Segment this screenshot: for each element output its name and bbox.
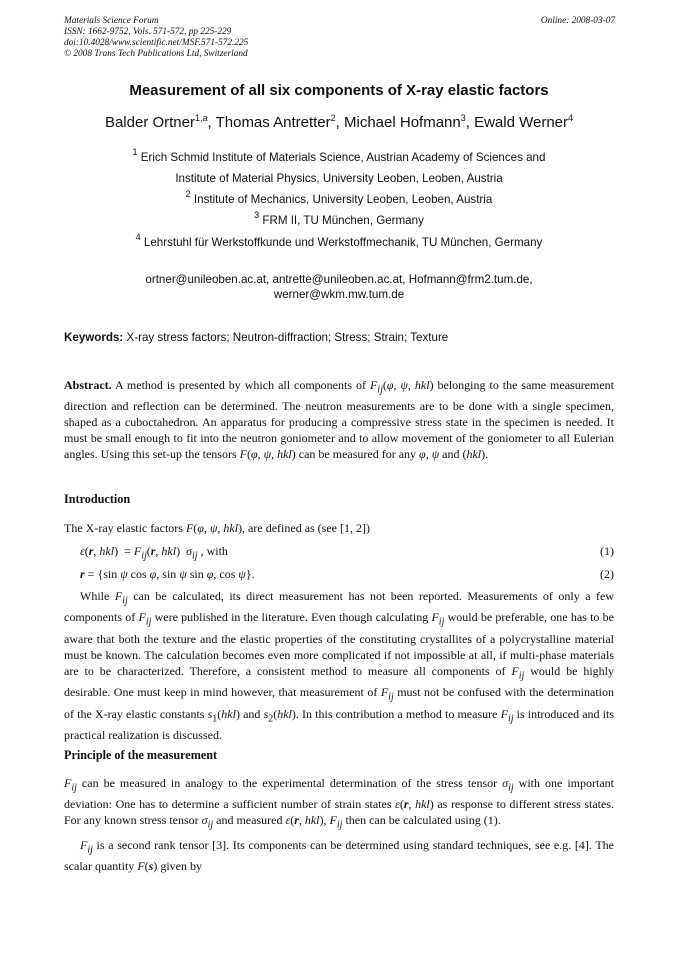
author-affiliation-marker: 1,a bbox=[195, 113, 208, 123]
intro-line bbox=[64, 520, 614, 536]
keywords bbox=[64, 331, 448, 344]
journal-name: Materials Science Forum bbox=[64, 16, 159, 26]
body-paragraph: $F_{ij}$ can be measured in analogy to the experimental determination of the stress tensor $\sigma_{ij}$ with one important deviation: One has to determine a sufficient number of strain states ε(r, hkl) as response to different stress states. For any known stress tensor $\sigma_{ij}$ and measured ε(r, hkl), $F_{ij}$ then can be calculated using (1). bbox=[64, 776, 615, 831]
affiliation-text: Institute of Material Physics, University Leoben, Leoben, Austria bbox=[175, 172, 503, 185]
affiliation-text: Institute of Mechanics, University Leoben, Leoben, Austria bbox=[193, 193, 493, 206]
author-emails bbox=[0, 272, 678, 302]
author-name: Michael Hofmann bbox=[344, 114, 461, 131]
intro-body bbox=[64, 588, 614, 743]
author-affiliation-marker: 3 bbox=[460, 113, 466, 123]
principle-body bbox=[64, 775, 614, 874]
affiliation-text: Erich Schmid Institute of Materials Science, Austrian Academy of Sciences and bbox=[140, 151, 546, 164]
affiliation-text: Lehrstuhl für Werkstoffkunde und Werkstoffmechanik, TU München, Germany bbox=[143, 236, 543, 249]
affiliation-marker: 2 bbox=[185, 189, 191, 199]
paper-title: Measurement of all six components of X-ray elastic factors bbox=[129, 82, 549, 99]
author-name: Thomas Antretter bbox=[215, 114, 331, 131]
journal-copyright: © 2008 Trans Tech Publications Ltd, Switzerland bbox=[64, 49, 248, 59]
email-line: werner@wkm.mw.tum.de bbox=[273, 288, 405, 301]
keywords-text: X-ray stress factors; Neutron-diffraction; Stress; Strain; Texture bbox=[126, 331, 449, 344]
affiliation-marker: 4 bbox=[135, 232, 141, 242]
author-name: Balder Ortner bbox=[104, 114, 195, 131]
equation-number: (1) bbox=[600, 544, 614, 558]
journal-header bbox=[64, 16, 615, 60]
journal-doi: doi:10.4028/www.scientific.net/MSF.571-572.225 bbox=[64, 38, 249, 48]
author-affiliation-marker: 2 bbox=[330, 113, 336, 123]
affiliation-line bbox=[0, 172, 678, 185]
affiliation-text: FRM II, TU München, Germany bbox=[262, 214, 424, 227]
affiliation-line bbox=[0, 147, 678, 164]
body-paragraph: $F_{ij}$ is a second rank tensor [3]. Its components can be determined using standard techniques, see e.g. [4]. The scalar quantity F(s) given by bbox=[64, 837, 614, 874]
online-date: Online: 2008-03-07 bbox=[540, 16, 615, 26]
email-line: ortner@unileoben.ac.at, antrette@unileoben.ac.at, Hofmann@frm2.tum.de, bbox=[145, 273, 533, 286]
journal-issn: ISSN: 1662-9752, Vols. 571-572, pp 225-229 bbox=[64, 27, 232, 37]
abstract-label: Abstract. bbox=[64, 378, 112, 392]
affiliation-line bbox=[0, 189, 678, 206]
affiliation-line bbox=[0, 232, 678, 249]
equation-1 bbox=[80, 544, 614, 561]
affiliation-line bbox=[0, 210, 678, 227]
abstract-paragraph: Abstract. A method is presented by which all components of $F_{ij}(\varphi$, ψ, hkl) belonging to the same measurement direction and reflection can be determined. The neutron measurements are to be done with a single specimen, shaped as a cuboctahedron. An apparatus for producing a compressive stress state in the specimen is needed. It must be small enough to fit into the neutron goniometer and to allow movement of the goniometer to all Eulerian angles. Using this set-up the tensors F(φ, ψ, hkl) can be measured for any φ, ψ and (hkl). bbox=[64, 378, 615, 462]
author-list: Balder Ortner$^{1,a}$, Thomas Antretter$^2$, Michael Hofmann$^3$, Ewald Werner$^4$ bbox=[104, 113, 574, 131]
affiliation-marker: 3 bbox=[254, 210, 260, 220]
abstract bbox=[64, 377, 614, 462]
body-paragraph: While $F_{ij}$ can be calculated, its direct measurement has not been reported. Measurements of only a few components of $F_{ij}$ were published in the literature. Even though calculating $F_{ij}$ would be preferable, one has to be aware that both the texture and the elastic properties of the constituting crystallites of a polycrystalline material must be known. The calculation becomes even more complicated if not impossible at all, if multi-phase materials are to be characterized. Therefore, a consistent method to measure all components of $F_{ij}$ would be highly desirable. One must keep in mind however, that measurement of $F_{ij}$ must not be confused with the determination of the X-ray elastic constants $s_1(hkl)$ and $s_2(hkl)$. In this contribution a method to measure $F_{ij}$ is introduced and its practical realization is discussed. bbox=[64, 589, 615, 742]
keywords-label: Keywords: bbox=[64, 331, 124, 344]
equation-number: (2) bbox=[600, 567, 614, 581]
author-name: Ewald Werner bbox=[474, 114, 569, 131]
author-affiliation-marker: 4 bbox=[568, 113, 574, 123]
equation-body: r = {sin ψ cos φ, sin ψ sin φ, cos ψ}. bbox=[80, 567, 255, 581]
section-heading: Introduction bbox=[64, 492, 131, 506]
equation-2 bbox=[80, 567, 614, 582]
section-heading: Principle of the measurement bbox=[64, 748, 218, 762]
body-paragraph: The X-ray elastic factors F(φ, ψ, hkl), are defined as (see [1, 2]) bbox=[64, 521, 370, 535]
affiliation-marker: 1 bbox=[132, 147, 138, 157]
equation-body: ε(r, $hkl) = F_{ij}(r$, hkl) $\sigma_{ij}$ , with bbox=[80, 544, 228, 562]
